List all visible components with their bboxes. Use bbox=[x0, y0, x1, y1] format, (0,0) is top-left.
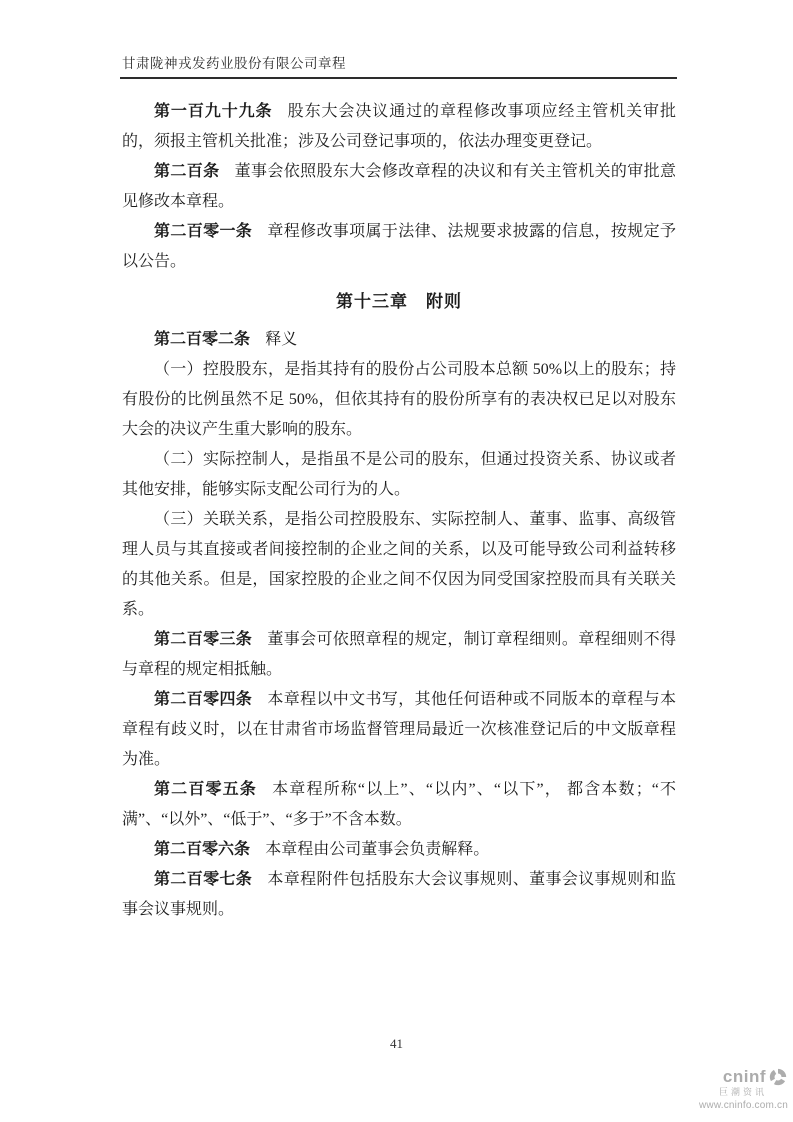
cninfo-logo bbox=[699, 1067, 788, 1111]
article-number: 第二百零七条 bbox=[154, 871, 253, 888]
cninfo-chinese-name: 巨潮资讯 bbox=[718, 1087, 767, 1098]
cninfo-url: www.cninfo.com.cn bbox=[699, 1100, 788, 1111]
article-paragraph bbox=[122, 775, 676, 835]
cninfo-swirl-icon bbox=[768, 1067, 788, 1087]
document-body bbox=[122, 97, 676, 925]
article-number: 第一百九十九条 bbox=[154, 103, 273, 120]
article-text: 董事会可依照章程的规定，制订章程细则。章程细则不得与章程的规定相抵触。 bbox=[122, 631, 676, 678]
definition-paragraph bbox=[122, 505, 676, 625]
page-header bbox=[120, 52, 677, 79]
article-text: （三）关联关系，是指公司控股股东、实际控制人、董事、监事、高级管理人员与其直接或者间接控制的企业之间的关系，以及可能导致公司利益转移的其他关系。但是，国家控股的企业之间不仅因为同受国家控股而具有关联关系。 bbox=[122, 511, 676, 618]
definition-paragraph bbox=[122, 355, 676, 445]
cninfo-brand-row bbox=[699, 1067, 788, 1087]
article-number: 第二百零六条 bbox=[154, 841, 251, 858]
article-text: 本章程附件包括股东大会议事规则、董事会议事规则和监事会议事规则。 bbox=[122, 871, 676, 918]
article-text: 章程修改事项属于法律、法规要求披露的信息，按规定予以公告。 bbox=[122, 223, 676, 270]
article-text: 本章程所称“以上”、“以内”、“以下”， 都含本数；“不满”、“以外”、“低于”、“多于”不含本数。 bbox=[122, 781, 676, 828]
header-title: 甘肃陇神戎发药业股份有限公司章程 bbox=[122, 56, 346, 71]
article-number: 第二百零三条 bbox=[154, 631, 253, 648]
article-paragraph bbox=[122, 97, 676, 157]
article-text: 本章程以中文书写，其他任何语种或不同版本的章程与本章程有歧义时，以在甘肃省市场监督管理局最近一次核准登记后的中文版章程为准。 bbox=[122, 691, 676, 768]
article-paragraph bbox=[122, 625, 676, 685]
article-number: 第二百零一条 bbox=[154, 223, 253, 240]
article-text: 本章程由公司董事会负责解释。 bbox=[265, 841, 490, 858]
article-paragraph bbox=[122, 157, 676, 217]
definition-paragraph bbox=[122, 445, 676, 505]
article-text: （一）控股股东，是指其持有的股份占公司股本总额 50%以上的股东；持有股份的比例虽然不足 50%，但依其持有的股份所享有的表决权已足以对股东大会的决议产生重大影响的股东。 bbox=[122, 361, 676, 438]
article-text: 董事会依照股东大会修改章程的决议和有关主管机关的审批意见修改本章程。 bbox=[122, 163, 676, 210]
cninfo-brand-text: cninf bbox=[722, 1066, 766, 1086]
article-number: 第二百零五条 bbox=[154, 781, 257, 798]
header-divider bbox=[120, 77, 677, 79]
article-paragraph bbox=[122, 835, 676, 865]
article-text: 释义 bbox=[265, 331, 298, 348]
article-paragraph bbox=[122, 217, 676, 277]
article-number: 第二百零二条 bbox=[154, 331, 251, 348]
article-number: 第二百零四条 bbox=[154, 691, 253, 708]
article-paragraph bbox=[122, 685, 676, 775]
article-text: （二）实际控制人，是指虽不是公司的股东，但通过投资关系、协议或者其他安排，能够实际支配公司行为的人。 bbox=[122, 451, 676, 498]
page-number: 41 bbox=[390, 1036, 403, 1051]
chapter-heading: 第十三章 附则 bbox=[336, 292, 462, 311]
article-text: 股东大会决议通过的章程修改事项应经主管机关审批的，须报主管机关批准；涉及公司登记事项的，依法办理变更登记。 bbox=[122, 103, 676, 150]
article-paragraph bbox=[122, 325, 676, 355]
article-number: 第二百条 bbox=[154, 163, 220, 180]
article-paragraph bbox=[122, 865, 676, 925]
